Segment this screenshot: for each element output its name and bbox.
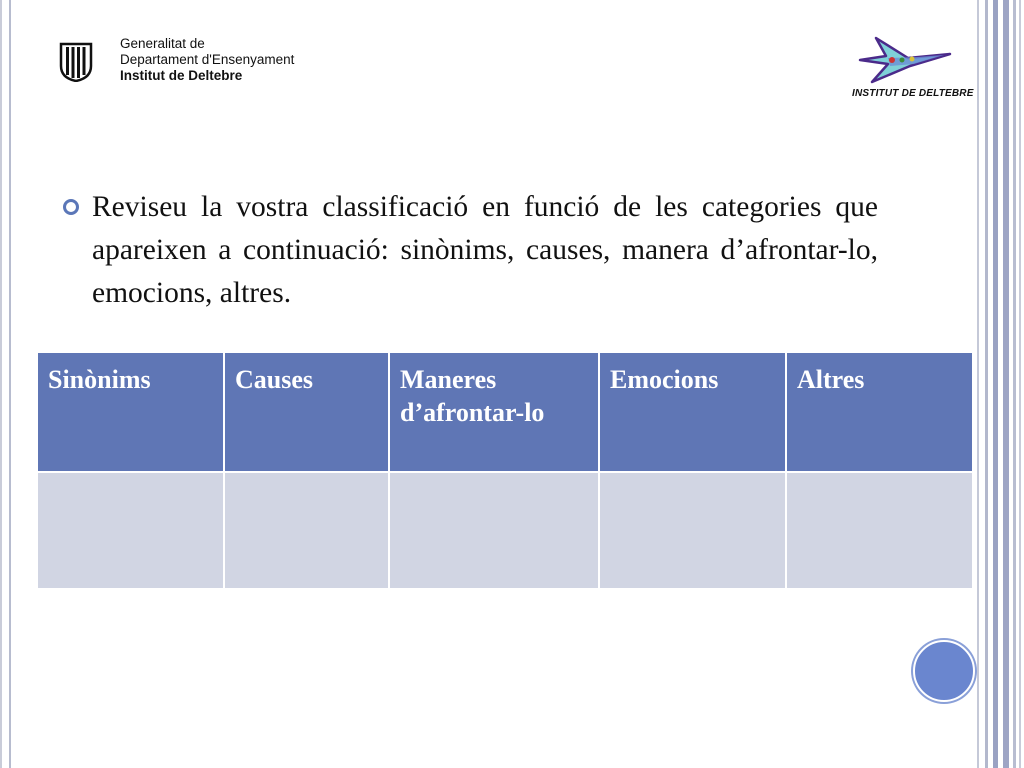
bullet-icon — [63, 199, 79, 215]
right-border-line — [1019, 0, 1021, 768]
table-cell[interactable] — [37, 472, 224, 589]
right-border-line — [1003, 0, 1009, 768]
header-line-departament: Departament d'Ensenyament — [120, 52, 295, 67]
header-causes: Causes — [224, 352, 389, 472]
header-maneres: Maneres d’afrontar-lo — [389, 352, 599, 472]
instruction-text: Reviseu la vostra classificació en funció de les categories que apareixen a continuació: sinònims, causes, manera d’afrontar-lo, emocions, altres. — [92, 191, 878, 309]
table-cell[interactable] — [389, 472, 599, 589]
header-line-institut: Institut de Deltebre — [120, 68, 243, 83]
table-cell[interactable] — [786, 472, 973, 589]
right-border-line — [1013, 0, 1016, 768]
left-border-line — [9, 0, 11, 768]
table-row — [37, 472, 973, 589]
decorative-circle-icon — [913, 640, 975, 702]
table-cell[interactable] — [599, 472, 786, 589]
generalitat-logo-icon — [59, 40, 93, 82]
header-emocions: Emocions — [599, 352, 786, 472]
right-border-line — [977, 0, 979, 768]
header-sinonims: Sinònims — [37, 352, 224, 472]
institution-header — [120, 36, 294, 84]
categories-table — [36, 351, 974, 590]
school-logo-name: INSTITUT DE DELTEBRE — [852, 88, 974, 99]
header-altres: Altres — [786, 352, 973, 472]
header-line-generalitat: Generalitat de — [120, 36, 205, 51]
right-border-line — [985, 0, 988, 768]
table-cell[interactable] — [224, 472, 389, 589]
table-header-row — [37, 352, 973, 472]
left-border-line — [0, 0, 2, 768]
right-border-line — [993, 0, 998, 768]
